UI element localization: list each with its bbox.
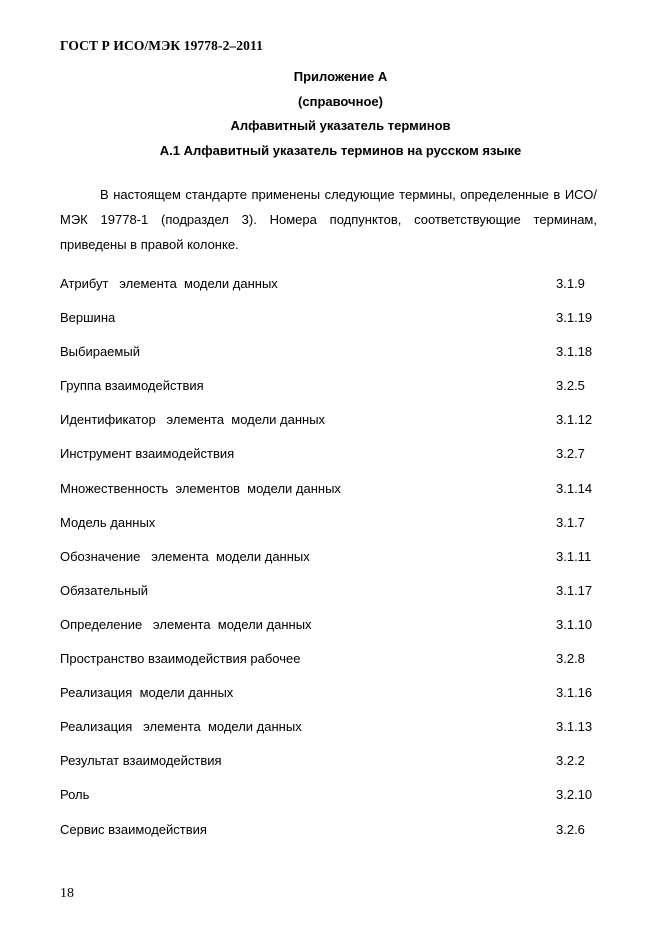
- term-name: Сервис взаимодействия: [60, 821, 207, 837]
- term-row: [60, 753, 600, 787]
- term-reference-number: 3.1.17: [556, 582, 593, 598]
- term-name: Идентификатор элемента модели данных: [60, 412, 326, 428]
- term-reference-number: 3.1.18: [556, 344, 593, 360]
- term-reference-number: 3.2.2: [556, 753, 585, 769]
- term-name: Результат взаимодействия: [60, 753, 222, 769]
- term-name: Атрибут элемента модели данных: [60, 276, 278, 291]
- term-row: [60, 617, 600, 651]
- document-header-code: ГОСТ Р ИСО/МЭК 19778-2–2011: [60, 38, 263, 53]
- term-name: Обозначение элемента модели данных: [60, 548, 310, 564]
- term-row: [60, 378, 600, 412]
- annex-subject: Алфавитный указатель терминов: [230, 118, 451, 133]
- term-reference-number: 3.1.9: [556, 276, 585, 291]
- term-reference-number: 3.2.5: [556, 378, 585, 394]
- term-reference-number: 3.1.12: [556, 412, 593, 428]
- term-name: Группа взаимодействия: [60, 378, 204, 394]
- term-name: Определение элемента модели данных: [60, 616, 312, 632]
- term-row: [60, 515, 600, 549]
- term-name: Реализация модели данных: [60, 685, 234, 701]
- term-name: Выбираемый: [60, 344, 140, 360]
- term-reference-number: 3.2.10: [556, 787, 593, 803]
- term-row: [60, 344, 600, 378]
- term-reference-number: 3.1.7: [556, 514, 585, 530]
- term-reference-number: 3.1.13: [556, 719, 593, 735]
- term-reference-number: 3.2.7: [556, 446, 585, 462]
- term-name: Вершина: [60, 310, 116, 326]
- term-row: [60, 583, 600, 617]
- term-row: [60, 412, 600, 446]
- terms-index-list: [60, 276, 600, 856]
- term-row: [60, 787, 600, 821]
- term-reference-number: 3.1.16: [556, 685, 593, 701]
- term-reference-number: 3.1.19: [556, 310, 593, 326]
- term-row: [60, 719, 600, 753]
- annex-status: (справочное): [298, 94, 383, 109]
- term-reference-number: 3.1.14: [556, 480, 593, 496]
- term-row: [60, 446, 600, 480]
- intro-paragraph: В настоящем стандарте применены следующие термины, определенные в ИСО/МЭК 19778-1 (подраздел 3). Номера подпунктов, соответствующие терминам, приведены в правой колонке.: [60, 187, 597, 252]
- section-title: А.1 Алфавитный указатель терминов на русском языке: [159, 143, 522, 158]
- term-row: [60, 685, 600, 719]
- term-row: [60, 549, 600, 583]
- term-name: Модель данных: [60, 514, 156, 530]
- term-row: [60, 276, 600, 310]
- term-name: Множественность элементов модели данных: [60, 480, 341, 496]
- term-reference-number: 3.1.10: [556, 616, 593, 632]
- term-reference-number: 3.2.6: [556, 821, 585, 837]
- term-row: [60, 481, 600, 515]
- term-name: Пространство взаимодействия рабочее: [60, 651, 301, 667]
- term-name: Обязательный: [60, 582, 148, 598]
- page-number: 18: [60, 886, 74, 901]
- term-reference-number: 3.2.8: [556, 651, 585, 667]
- term-row: [60, 310, 600, 344]
- term-row: [60, 822, 600, 856]
- term-row: [60, 651, 600, 685]
- term-name: Роль: [60, 787, 90, 803]
- term-name: Реализация элемента модели данных: [60, 719, 302, 735]
- term-reference-number: 3.1.11: [556, 548, 592, 564]
- term-name: Инструмент взаимодействия: [60, 446, 235, 462]
- annex-title: Приложение А: [293, 69, 388, 84]
